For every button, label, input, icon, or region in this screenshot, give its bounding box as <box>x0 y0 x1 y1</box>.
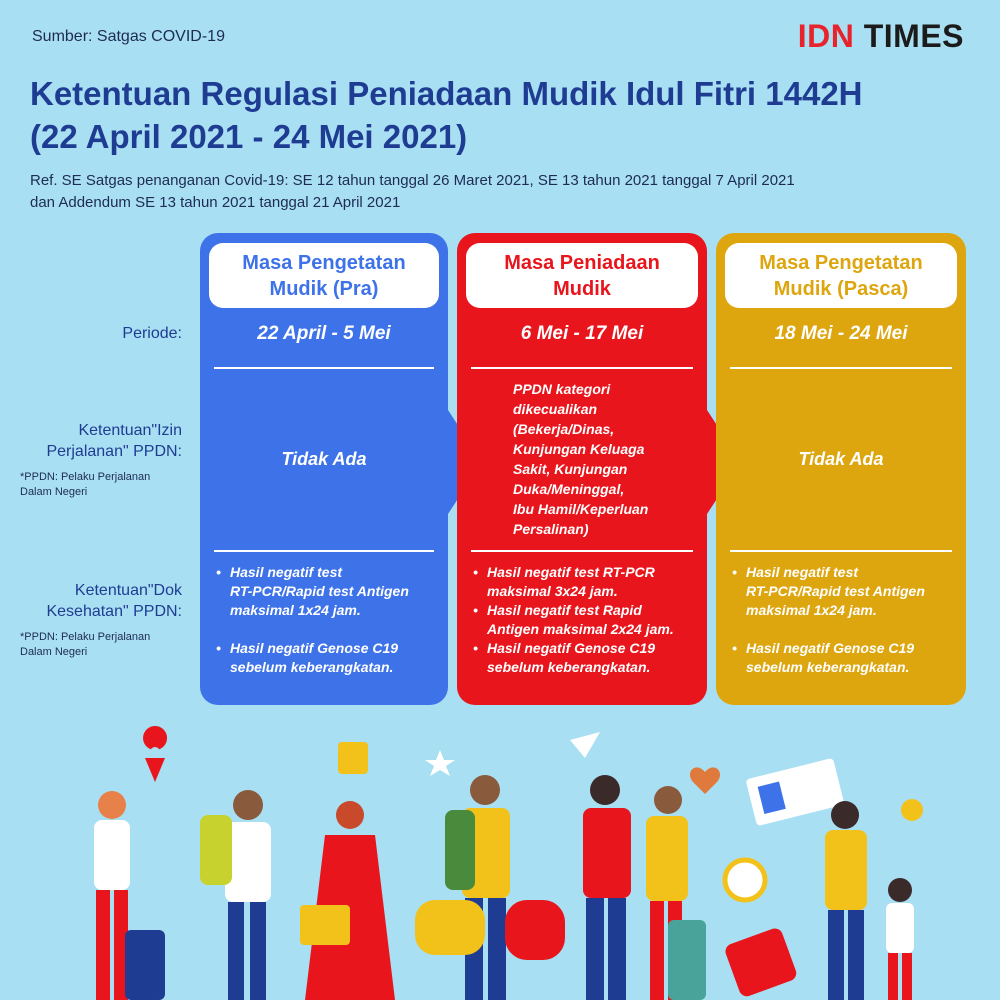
traveler-5 <box>583 775 706 1000</box>
izin-note-2: Dalam Negeri <box>20 486 88 498</box>
pra-period: 22 April - 5 Mei <box>257 323 391 344</box>
column-peniadaan <box>457 233 707 705</box>
column-peniadaan-header <box>466 243 698 308</box>
sun-icon <box>901 799 923 821</box>
izin-note-1: *PPDN: Pelaku Perjalanan <box>20 471 151 483</box>
ini-head-1: Masa Peniadaan <box>504 252 660 274</box>
column-pra-header <box>209 243 439 308</box>
thumbs-up-icon <box>338 742 368 774</box>
pas-period: 18 Mei - 24 Mei <box>774 323 908 344</box>
heart-icon <box>690 767 720 794</box>
row-label-dok <box>20 580 182 660</box>
divider <box>214 550 434 552</box>
izin-label-line-2: Perjalanan" PPDN: <box>46 443 182 460</box>
clock-icon <box>725 860 765 900</box>
pra-head-1: Masa Pengetatan <box>242 252 406 274</box>
column-pasca <box>716 233 966 705</box>
source-text: Sumber: Satgas COVID-19 <box>32 28 225 45</box>
paper-plane-icon <box>570 732 600 758</box>
page-title <box>30 72 980 158</box>
title-line-1: Ketentuan Regulasi Peniadaan Mudik Idul Fitri 1442H <box>30 75 863 112</box>
star-icon <box>425 750 455 776</box>
column-pra <box>200 233 448 705</box>
pas-izin: Tidak Ada <box>798 449 884 469</box>
title-line-2: (22 April 2021 - 24 Mei 2021) <box>30 118 468 155</box>
dok-note-1: *PPDN: Pelaku Perjalanan <box>20 631 151 643</box>
izin-label-line-1: Ketentuan"Izin <box>78 422 182 439</box>
pra-bullets <box>216 563 448 677</box>
ini-head-2: Mudik <box>553 278 611 300</box>
pas-head-2: Mudik (Pasca) <box>773 278 909 300</box>
logo-idn: IDN <box>797 18 855 54</box>
dok-note-2: Dalam Negeri <box>20 646 88 658</box>
column-pasca-header <box>725 243 957 308</box>
divider <box>471 550 693 552</box>
ini-bullet-1: • Hasil negatif test RT-PCR maksimal 3x24 jam. <box>473 563 705 601</box>
pra-bullet-1: • Hasil negatif test RT-PCR/Rapid test Antigen maksimal 1x24 jam. <box>216 563 448 620</box>
dok-label-line-2: Kesehatan" PPDN: <box>46 603 182 620</box>
pra-head-2: Mudik (Pra) <box>269 278 379 300</box>
reference-text <box>30 170 980 214</box>
pas-bullet-2: • Hasil negatif Genose C19 sebelum keberangkatan. <box>732 639 964 677</box>
ini-izin: PPDN kategori dikecualikan (Bekerja/Dinas, Kunjungan Keluaga Sakit, Kunjungan Duka/Meninggal, Ibu Hamil/Keperluan Persalinan) <box>513 381 649 537</box>
ini-bullet-2: • Hasil negatif test Rapid Antigen maksimal 2x24 jam. <box>473 601 705 639</box>
dok-label-line-1: Ketentuan"Dok <box>74 582 182 599</box>
pra-izin: Tidak Ada <box>281 449 367 469</box>
traveler-2 <box>200 790 271 1000</box>
row-label-izin <box>20 420 182 500</box>
divider <box>730 550 952 552</box>
divider <box>471 367 693 369</box>
ref-line-1: Ref. SE Satgas penanganan Covid-19: SE 12 tahun tanggal 26 Maret 2021, SE 13 tahun 2021 tanggal 7 April 2021 <box>30 172 795 189</box>
izin-note <box>20 470 182 500</box>
ini-bullets <box>473 563 705 677</box>
logo-times: TIMES <box>863 18 964 54</box>
travelers-illustration <box>0 720 1000 1000</box>
ini-period: 6 Mei - 17 Mei <box>520 323 644 344</box>
divider <box>730 367 952 369</box>
ref-line-2: dan Addendum SE 13 tahun 2021 tanggal 21 April 2021 <box>30 194 401 211</box>
traveler-3 <box>300 801 395 1000</box>
pas-bullets <box>732 563 964 677</box>
row-label-periode: Periode: <box>122 325 182 342</box>
pas-head-1: Masa Pengetatan <box>759 252 923 274</box>
pra-bullet-2: • Hasil negatif Genose C19 sebelum keberangkatan. <box>216 639 448 677</box>
ticket-icon <box>746 758 845 826</box>
divider <box>214 367 434 369</box>
ini-bullet-3: • Hasil negatif Genose C19 sebelum keberangkatan. <box>473 639 705 677</box>
dok-note <box>20 630 182 660</box>
location-pin-icon <box>143 726 167 782</box>
pas-bullet-1: • Hasil negatif test RT-PCR/Rapid test Antigen maksimal 1x24 jam. <box>732 563 964 620</box>
traveler-1 <box>94 791 165 1000</box>
idn-times-logo <box>798 18 964 55</box>
traveler-4 <box>415 775 565 1000</box>
